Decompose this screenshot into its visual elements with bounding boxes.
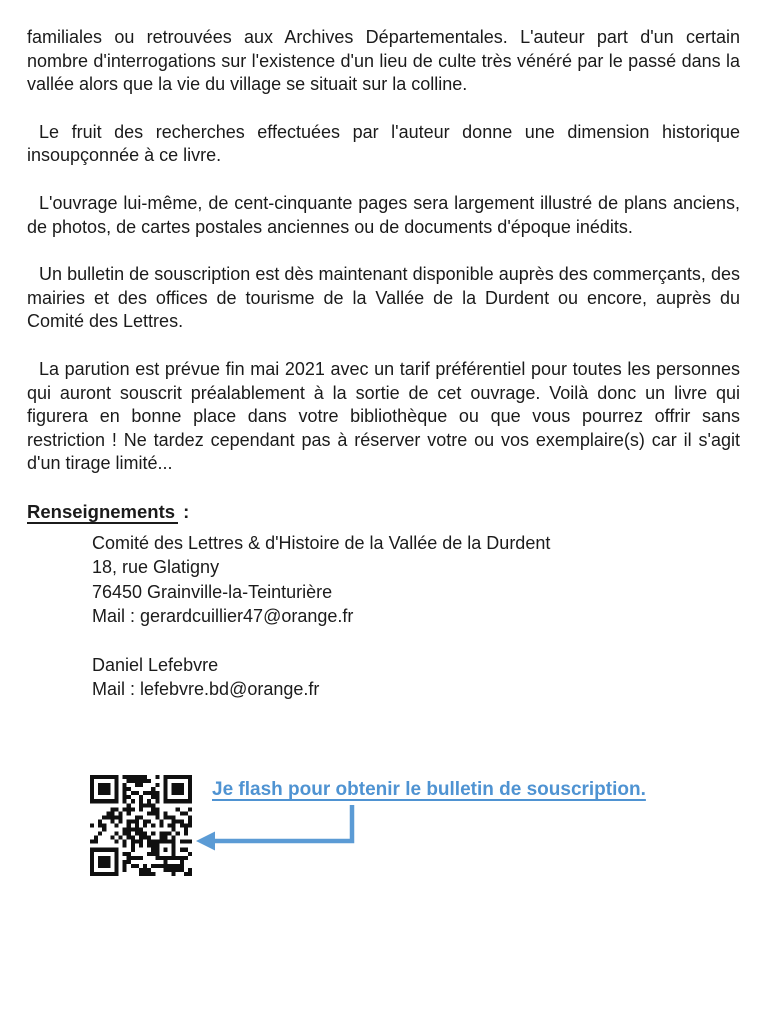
contact-block-lefebvre	[92, 653, 740, 702]
contact-line-city: 76450 Grainville-la-Teinturière	[92, 581, 333, 602]
contact-line-email: Mail : lefebvre.bd@orange.fr	[92, 679, 320, 700]
qr-code-image	[90, 775, 192, 876]
paragraph: familiales ou retrouvées aux Archives Départementales. L'auteur part d'un certain nombre d'interrogations sur l'existence d'un lieu de culte très vénéré par le passé dans la vallée alors que la vie du village se situait sur la colline.	[27, 27, 740, 95]
paragraph: Un bulletin de souscription est dès maintenant disponible auprès des commerçants, des mairies et des offices de tourisme de la Vallée de la Durdent ou encore, auprès du Comité des Lettres.	[27, 264, 740, 332]
paragraph: Le fruit des recherches effectuées par l'auteur donne une dimension historique insoupçonnée à ce livre.	[27, 121, 740, 166]
callout-arrow-icon	[188, 795, 373, 857]
contact-line-name: Daniel Lefebvre	[92, 654, 219, 675]
contact-line-organization: Comité des Lettres & d'Histoire de la Vallée de la Durdent	[92, 532, 551, 553]
section-heading-renseignements	[27, 500, 740, 524]
section-heading-colon: :	[178, 500, 190, 522]
contact-block-comite	[92, 531, 740, 629]
paragraph: L'ouvrage lui-même, de cent-cinquante pages sera largement illustré de plans anciens, de photos, de cartes postales anciennes ou de documents d'époque inédits.	[27, 192, 740, 237]
flash-link[interactable]: Je flash pour obtenir le bulletin de souscription.	[212, 779, 646, 800]
contact-line-email: Mail : gerardcuillier47@orange.fr	[92, 606, 354, 627]
section-heading-text: Renseignements	[27, 501, 178, 524]
contact-line-street: 18, rue Glatigny	[92, 557, 220, 578]
paragraph: La parution est prévue fin mai 2021 avec un tarif préférentiel pour toutes les personnes qui auront souscrit préalablement à la sortie de cet ouvrage. Voilà donc un livre qui figurera en bonne place dans votre bibliothèque ou que vous pourrez offrir sans restriction ! Ne tardez cependant pas à réserver votre ou vos exemplaire(s) car il s'agit d'un tirage limité...	[27, 358, 740, 474]
qr-code	[90, 775, 192, 876]
